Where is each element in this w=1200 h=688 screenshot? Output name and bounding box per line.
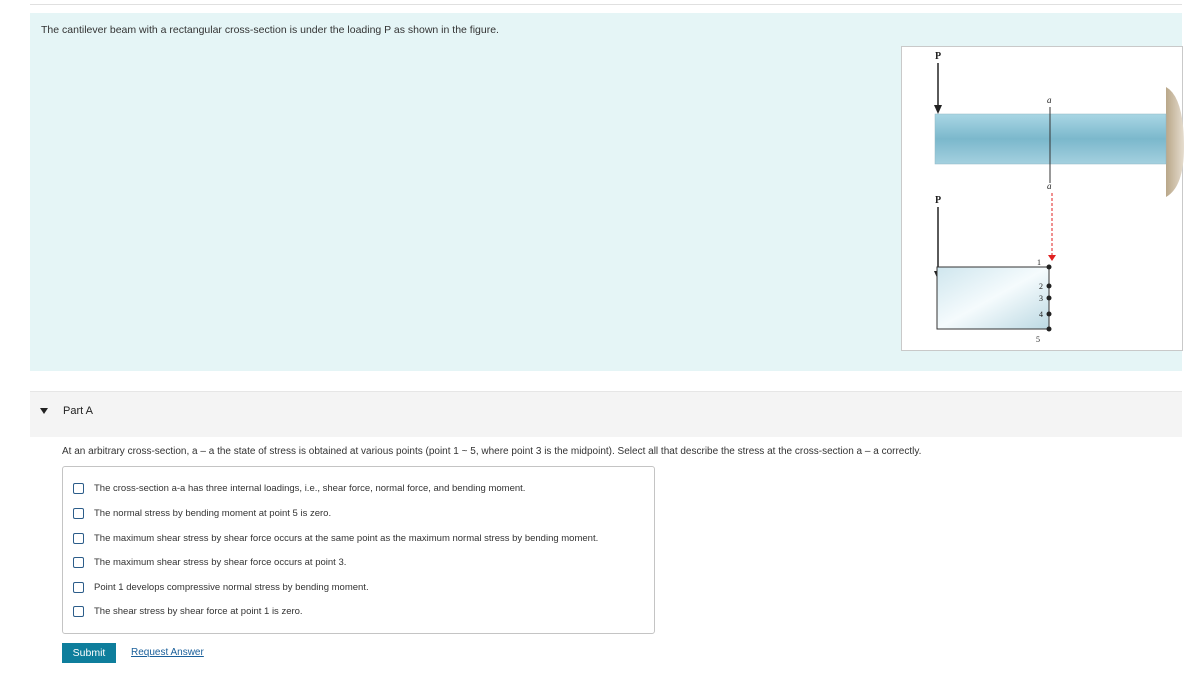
collapse-caret-icon[interactable] <box>40 408 48 414</box>
option-5-checkbox[interactable] <box>73 582 84 593</box>
load-label-bottom: P <box>935 195 942 206</box>
beam-figure <box>901 46 1183 351</box>
part-a-header[interactable] <box>30 391 1182 437</box>
section-label-top: a <box>1047 95 1052 105</box>
option-4-label: The maximum shear stress by shear force occurs at point 3. <box>94 556 347 568</box>
point-label-4: 4 <box>1039 310 1043 319</box>
option-1[interactable] <box>73 481 525 495</box>
submit-button[interactable]: Submit <box>62 643 116 663</box>
question-text: At an arbitrary cross-section, a – a the state of stress is obtained at various points (point 1 ~ 5, where point 3 is the midpoint). Select all that describe the stress at the cross-section a – a correctly. <box>62 446 922 457</box>
option-1-checkbox[interactable] <box>73 483 84 494</box>
projection-arrow-head <box>1048 255 1056 261</box>
option-1-label: The cross-section a-a has three internal loadings, i.e., shear force, normal force, and bending moment. <box>94 482 526 494</box>
option-2-label: The normal stress by bending moment at point 5 is zero. <box>94 507 332 519</box>
option-2[interactable] <box>73 506 331 520</box>
option-4-checkbox[interactable] <box>73 557 84 568</box>
point-2-dot <box>1047 284 1052 289</box>
part-title: Part A <box>63 405 93 417</box>
option-3-label: The maximum shear stress by shear force occurs at the same point as the maximum normal stress by bending moment. <box>94 532 599 544</box>
beam-diagram <box>902 47 1184 352</box>
top-divider <box>30 4 1182 5</box>
problem-intro-panel <box>30 13 1182 371</box>
option-4[interactable] <box>73 555 346 569</box>
point-1-dot <box>1047 265 1052 270</box>
option-3[interactable] <box>73 531 598 545</box>
cross-section-rect <box>937 267 1049 329</box>
point-label-5: 5 <box>1036 335 1040 344</box>
point-label-1: 1 <box>1037 258 1041 267</box>
option-5-label: Point 1 develops compressive normal stress by bending moment. <box>94 581 369 593</box>
point-label-3: 3 <box>1039 294 1043 303</box>
option-2-checkbox[interactable] <box>73 508 84 519</box>
point-label-2: 2 <box>1039 282 1043 291</box>
option-5[interactable] <box>73 580 369 594</box>
section-label-bottom: a <box>1047 181 1052 191</box>
intro-text: The cantilever beam with a rectangular cross-section is under the loading P as shown in the figure. <box>41 24 499 36</box>
wall-support <box>1166 87 1184 197</box>
option-6-checkbox[interactable] <box>73 606 84 617</box>
option-6-label: The shear stress by shear force at point 1 is zero. <box>94 605 303 617</box>
option-3-checkbox[interactable] <box>73 533 84 544</box>
load-label-top: P <box>935 51 942 62</box>
point-3-dot <box>1047 296 1052 301</box>
point-5-dot <box>1047 327 1052 332</box>
point-4-dot <box>1047 312 1052 317</box>
option-6[interactable] <box>73 604 303 618</box>
request-answer-link[interactable]: Request Answer <box>131 647 204 658</box>
answer-options <box>62 466 655 634</box>
